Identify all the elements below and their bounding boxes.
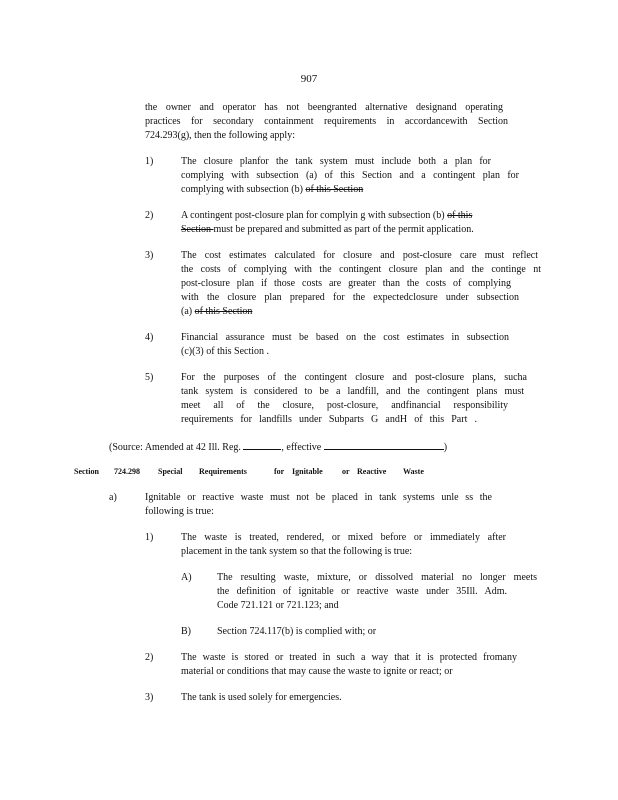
document-page: 907 the owner and operator has not beengranted alternative designand operating practices for secondary containment requirements in accordancewith Section 724.293(g), then the following apply: 1) The closure planfor the tank system must include both a plan for complying with subsection (a) of this Section and a contingent plan for complying with subsection (b) of this Section 2) A contingent post-closure plan for complyin g with subsection (b) of this Section must be prepared and submitted as part of the permit application. 3) The cost estimates calculated for closure and post-closure care must reflect the costs of complying with the contingent closure plan and the continge nt post-closure plan if those costs are greater than the costs of complying with the closure plan prepared for the expectedclosure under subsection (a) of this Section 4) Financial assurance must be based on the cost estimates in subsection (c)(3) of this Section . 5) For the purposes of the contingent closure and post-closure plans, sucha tank system is considered to be a landfill, and the contingent plans must meet all of the closure, post-closure, andfinancial responsibility requirements for landfills under Subparts G andH of this Part . (Source: Amended at 42 Ill. Reg. , effective ) Section 724.298 Special Requirements for Ignitable or Reactive Waste a) Ignitable or reactive waste must not be placed in tank systems unle ss the following is true: 1) The waste is treated, rendered, or mixed before or immediately after placement in the tank system so that the following is true: A) The resulting waste, mixture, or dissolved material no longer meets the definition of ignitable or reactive waste under 35Ill. Adm. Code 721.121 or 721.123; and B) Section 724.117(b) is complied with; or 2) The waste is stored or treated in such a way that it is protected fromany material or conditions that may cause the waste to ignite or react; or 3) The tank is used solely for emergencies.	[0, 0, 618, 800]
text-line: Code 721.121 or 721.123; and	[217, 600, 339, 611]
item-number: 2)	[145, 652, 154, 663]
text-line: post-closure plan if those costs are greater than the costs of complying	[181, 278, 511, 289]
text-line: For the purposes of the contingent closure and post-closure plans, sucha	[181, 372, 527, 383]
text-line: Ignitable or reactive waste must not be placed in tank systems unle ss the	[145, 492, 492, 503]
text-line: the definition of ignitable or reactive waste under 35Ill. Adm.	[217, 586, 507, 597]
text-line: The closure planfor the tank system must include both a plan for	[181, 156, 491, 167]
text-line: Section 724.117(b) is complied with; or	[217, 626, 377, 637]
item-number: 1)	[145, 156, 154, 167]
text-line: complying with subsection (a) of this Section and a contingent plan for	[181, 170, 519, 181]
text-line: placement in the tank system so that the following is true:	[181, 546, 413, 557]
item-number: 3)	[145, 692, 154, 703]
struck-text: of this	[447, 210, 473, 221]
item-number: 4)	[145, 332, 154, 343]
item-number: 2)	[145, 210, 154, 221]
text-line: following is true:	[145, 506, 214, 517]
item-letter: B)	[181, 626, 191, 637]
text-line: meet all of the closure, post-closure, andfinancial responsibility	[181, 400, 508, 411]
text-line: (c)(3) of this Section .	[181, 346, 270, 357]
struck-text: Section	[181, 224, 214, 235]
source-note: (Source: Amended at 42 Ill. Reg. , effective )	[109, 439, 447, 454]
page-number: 907	[300, 73, 318, 85]
subsection-letter: a)	[109, 492, 117, 503]
text-line: practices for secondary containment requirements in accordancewith Section	[145, 116, 508, 127]
text-line: material or conditions that may cause the waste to ignite or react; or	[181, 666, 453, 677]
text-line: requirements for landfills under Subparts G andH of this Part .	[181, 414, 477, 425]
item-number: 1)	[145, 532, 154, 543]
text-line: complying with subsection (b) of this Section	[181, 184, 364, 195]
text-line: The tank is used solely for emergencies.	[181, 692, 342, 703]
text-line: The cost estimates calculated for closure and post-closure care must reflect	[181, 250, 538, 261]
text-line: The waste is stored or treated in such a way that it is protected fromany	[181, 652, 517, 663]
text-line: The resulting waste, mixture, or dissolved material no longer meets	[217, 572, 537, 583]
text-line: (a) of this Section	[181, 306, 253, 317]
text-line: 724.293(g), then the following apply:	[145, 130, 295, 141]
text-line: the costs of complying with the contingent closure plan and the continge nt	[181, 264, 541, 275]
text-line: The waste is treated, rendered, or mixed before or immediately after	[181, 532, 506, 543]
struck-text: of this Section	[305, 184, 364, 195]
text-line: with the closure plan prepared for the expectedclosure under subsection	[181, 292, 519, 303]
text-line: Financial assurance must be based on the cost estimates in subsection	[181, 332, 509, 343]
text-line: the owner and operator has not beengranted alternative designand operating	[145, 102, 503, 113]
struck-text: of this Section	[194, 306, 253, 317]
text-line: tank system is considered to be a landfill, and the contingent plans must	[181, 386, 524, 397]
text-line: A contingent post-closure plan for complyin g with subsection (b) of this	[181, 210, 473, 221]
text-line: Section must be prepared and submitted as part of the permit application.	[181, 224, 474, 235]
item-number: 3)	[145, 250, 154, 261]
item-letter: A)	[181, 572, 192, 583]
item-number: 5)	[145, 372, 154, 383]
